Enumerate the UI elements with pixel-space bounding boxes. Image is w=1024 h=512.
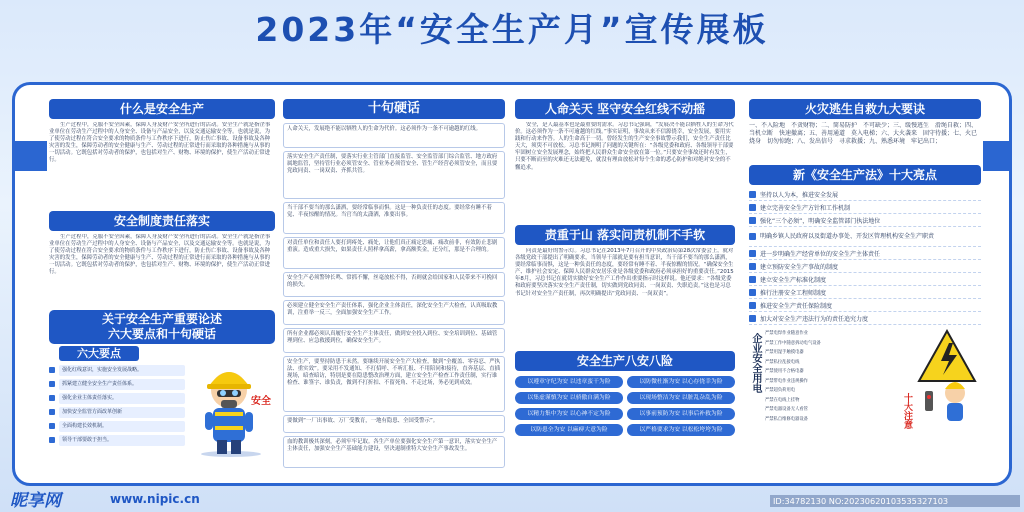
- law-highlight-item: 建立预防安全生产事故的制度: [749, 260, 981, 273]
- ten-words-item: 要做到“一厂出事故、万厂受教育，一地有隐患、全国受警示”。: [283, 415, 505, 433]
- vertical-title-electricity: 企业安全用电: [750, 333, 761, 393]
- square-bullet-icon: [49, 381, 55, 387]
- deco-band-right: [983, 141, 1012, 171]
- column-4: [749, 85, 981, 449]
- electricity-rule: 严禁电器设备无人看管: [765, 407, 808, 412]
- footer-id: ID:34782130 NO:20230620103535327103: [770, 495, 1020, 507]
- law-highlight-item: 强化“三个必须”，明确安全监管部门执法地位: [749, 214, 981, 227]
- eight-safety-pill: 以遵章守纪为安 以违章蛮干为险: [515, 376, 623, 388]
- square-bullet-icon: [749, 302, 756, 309]
- discourse-title-line1: 关于安全生产重要论述: [101, 312, 222, 326]
- square-bullet-icon: [749, 263, 756, 270]
- section-text-accountability: 问责是最好的警示灯。习总书记在2013年7月召开的中央政治局第28次常委会上，就对各级党政干部提出了明确要求，当领导干部就是要有担当意识，当干部不要当的那么潇洒，要经常临事而惧，这是一种负责任的态度，要经常有睡不着、半夜惊醒的情况。“确保安全生产、维护社会安定、保障人民群众安居乐业是各级党委和政府必须承担好的重要责任。”2015年8月，习总书记在就切实做好安全生产工作作出重要指示时这样说。他还要求：“各级党委和政府要坚决落实安全生产责任制，切实做到党政同责、一岗双责、失职追责。”这也是习总书记针对安全生产责任制，再次明确提出“党政同责、一岗双责”。: [515, 248, 734, 297]
- section-title-responsibility: 安全制度责任落实: [49, 211, 275, 231]
- section-text-fire-escape: 一、不入险地 不贪财物；二、简易防护 不可缺少；三、缓慢逃生 滑绳自救；四、当机立断 快速撤离；五、善用通道 莫入电梯；六、大火袭来 固守待援；七、火已烧身 切勿惊跑；八、发出信号 寻求救援；九、熟悉环境 牢记出口；: [749, 122, 978, 145]
- section-title-eight-safety: 安全生产八安八险: [515, 351, 735, 371]
- ten-words-item: 必须建立健全安全生产责任体系，强化企业主体责任，深化安全生产大检查，认真吸取教训，注重举一反三，全面加强安全生产工作。: [283, 300, 505, 325]
- point-item: 领导干部要敢于担当。: [49, 434, 185, 446]
- page-title: 2023年“安全生产月”宣传展板: [255, 10, 769, 49]
- section-title-law-highlights: 新《安全生产法》十大亮点: [749, 165, 981, 185]
- square-bullet-icon: [749, 191, 756, 198]
- ten-words-item: 血的教训极其深刻，必须牢牢记取。各生产单位要强化安全生产第一意识，落实安全生产主体责任，加强安全生产基础能力建设，坚决遏制重特大安全生产事故发生。: [283, 436, 505, 468]
- footer-logo: 昵享网: [10, 491, 61, 511]
- electricity-rule: 严禁工作中随意拆动电气设备: [765, 340, 821, 346]
- square-bullet-icon: [49, 437, 55, 443]
- electricity-rules-list: [765, 329, 899, 424]
- eight-safety-pill: 以现场整洁为安 以脏乱杂乱为险: [627, 392, 735, 404]
- electricity-safety-area: [749, 329, 981, 449]
- electricity-rule: 严禁在电线上挂物: [765, 397, 800, 403]
- electricity-rule: 严禁使用不合格电器: [765, 369, 804, 374]
- law-highlight-item: 推进安全生产责任保险制度: [749, 299, 981, 312]
- ten-words-item: 安全生产，要坚持防患于未然。要继续开展安全生产大检查，做到“全覆盖、零容忍、严执法、重实效”。要采用不发通知、不打招呼、不听汇报、不用陪同和接待，直奔基层、直插现场，暗查暗访，特别是要在隐患整改治理方面，建立安全生产检查工作责任制，实行谁检查、谁签字、谁负责，做到不打折扣、不留死角、不走过场，务必见到成效。: [283, 356, 505, 412]
- ten-words-item: 落实安全生产责任制，要落实行业主管部门直接监管、安全监管部门综合监管、地方政府属地监管，坚持管行业必须管安全、管业务必须管安全、管生产经营必须管安全，而且要党政同责、一岗双责、齐抓共管。: [283, 151, 505, 199]
- point-item: 全面构建长效机制。: [49, 420, 185, 432]
- eight-safety-pill: 以精力集中为安 以心神不定为险: [515, 408, 623, 420]
- ten-words-item: 对责任单位和责任人要打到疼处、痛处，让他们真正痛定思痛、痛改前非，有效防止悲剧重演。造成重大损失，如果责任人照样拿高薪，拿高额奖金，还分红，那是不合理的。: [283, 237, 505, 269]
- square-bullet-icon: [49, 409, 55, 415]
- electricity-rule: 严禁电焊作业随意作业: [765, 331, 808, 336]
- eight-safety-grid: [515, 376, 735, 436]
- column-3: [515, 85, 735, 436]
- section-title-fire-escape: 火灾逃生自救九大要诀: [749, 99, 981, 119]
- safety-tag: 安全: [251, 396, 271, 407]
- law-highlight-item: 进一步明确生产经营单位的安全生产主体责任: [749, 247, 981, 260]
- law-highlight-item: 加大对安全生产违法行为的责任追究力度: [749, 312, 981, 325]
- law-highlight-item: 建立完善安全生产方针和工作机制: [749, 201, 981, 214]
- section-title-discourse: [49, 310, 275, 344]
- vertical-title-ten-notes: 十大注意: [902, 393, 912, 429]
- square-bullet-icon: [49, 423, 55, 429]
- ten-words-item: 所有企业都必须认真履行安全生产主体责任，做到安全投入到位、安全培训到位、基础管理到位、应急救援到位，确保安全生产。: [283, 328, 505, 353]
- section-title-red-line: 人命关天 坚守安全红线不动摇: [515, 99, 735, 119]
- point-item: 加快安全监管方面改革创新: [49, 406, 185, 418]
- law-highlight-item: 明确乡镇人民政府以及街道办事处、开发区管理机构安全生产职责: [749, 227, 981, 247]
- square-bullet-icon: [49, 395, 55, 401]
- column-1: [49, 85, 275, 458]
- section-text-what-is-safety: 生产过程中，克服不安全因素，保障人身及财产安全所进行的活动。安全生产就是指企事业单位在劳动生产过程中的人身安全、设备与产品安全，以及交通运输安全等。也就是说，为了使劳动过程在符合安全要求的物质条件与工作秩序下进行，防止伤亡事故、设备事故及各种灾害的发生，保障劳动者的安全健康与生产、劳动过程的正常进行而采取的各种措施与从事的一切活动。它既包括对劳动者的保护，也包括对生产、财物、环境的保护，使生产活动正常进行。: [49, 122, 271, 164]
- ten-words-item: 安全生产必须警钟长鸣、常抓不懈，丝毫放松不得，否则就会给国家和人民带来不可挽回的损失。: [283, 272, 505, 297]
- electric-shock-worker-icon: [917, 329, 979, 425]
- square-bullet-icon: [749, 250, 756, 257]
- electricity-rule: 严禁私拉乱接电线: [765, 359, 800, 365]
- footer-url: www.nipic.cn: [110, 492, 200, 506]
- law-highlight-item: 坚持以人为本，推进安全发展: [749, 188, 981, 201]
- point-item: 强化企业主体责任落实。: [49, 392, 185, 404]
- six-points-title: 六大要点: [59, 346, 139, 361]
- section-text-responsibility: 生产过程中，克服不安全因素，保障人身及财产安全所进行的活动。安全生产就是指企事业单位在劳动生产过程中的人身安全、设备与产品安全，以及交通运输安全等。也就是说，为了使劳动过程在符合安全要求的物质条件与工作秩序下进行，防止伤亡事故、设备事故及各种灾害的发生，保障劳动者的安全健康与生产、劳动过程的正常进行而采取的各种措施与从事的一切活动。它既包括对劳动者的保护，也包括对生产、财物、环境的保护，使生产活动正常进行。: [49, 234, 271, 276]
- square-bullet-icon: [749, 204, 756, 211]
- display-board: [12, 82, 1012, 486]
- square-bullet-icon: [49, 367, 55, 373]
- six-points-list: [49, 364, 185, 448]
- electricity-rule: 严禁私自维修电器设备: [765, 416, 808, 422]
- ten-words-item: 当干部不要当的那么潇洒，要经常临事而惧。这是一种负责任的态度。要经常有睡不着觉、半夜惊醒的情况。当官当的太潇洒，准要出事。: [283, 202, 505, 234]
- eight-safety-pill: 以防微杜渐为安 以心存侥幸为险: [627, 376, 735, 388]
- point-item: 强化红线意识，实施安全发展战略。: [49, 364, 185, 376]
- electricity-rule: 严禁超负荷用电: [765, 388, 796, 393]
- square-bullet-icon: [749, 233, 756, 240]
- section-title-what-is-safety: 什么是安全生产: [49, 99, 275, 119]
- column-2: [283, 85, 505, 468]
- six-points-area: [49, 346, 275, 458]
- law-highlights-list: [749, 188, 981, 325]
- section-title-ten-words: 十句硬话: [283, 99, 505, 119]
- footer-bar: [0, 490, 1024, 512]
- square-bullet-icon: [749, 289, 756, 296]
- deco-band-left: [15, 141, 47, 171]
- eight-safety-pill: 以严格要求为安 以松松垮垮为险: [627, 424, 735, 436]
- square-bullet-icon: [749, 217, 756, 224]
- point-item: 抓紧建立健全安全生产责任体系。: [49, 378, 185, 390]
- law-highlight-item: 建立安全生产标准化制度: [749, 273, 981, 286]
- eight-safety-pill: 以防患全为安 以麻痹大意为险: [515, 424, 623, 436]
- electricity-rule: 严禁带电作业违规操作: [765, 378, 808, 384]
- law-highlight-item: 推行注册安全工程师制度: [749, 286, 981, 299]
- section-title-accountability: 责重于山 落实问责机制不手软: [515, 225, 735, 245]
- eight-safety-pill: 以事前预防为安 以事后补救为险: [627, 408, 735, 420]
- eight-safety-pill: 以集虚谨慎为安 以骄傲自满为险: [515, 392, 623, 404]
- section-text-red-line: 安全，是人最基本也是最重要的需求。习总书记强调，“发展决不能以牺牲人的生命为代价。这必须作为一条不可逾越的红线。”事实证明，事故从来不信源侥幸，安全发展，要用实践和行动来作答。人的生命高于一切。曾经发生的生产安全事故警示我们，安全生产责任比天大，须臾不可放松。习总书记阐明了问题的关键所在：“各级党委和政府、各级领导干部要牢固树立安全发展理念，始终把人民群众生命安全放在第一位。”只要安全事故还时有发生，只要不断而至的灾难还无法避免，就没有理由放松对每个生命的悉心防护和对绝对安全的不懈追求。: [515, 122, 734, 171]
- discourse-title-line2: 六大要点和十句硬话: [107, 327, 216, 341]
- square-bullet-icon: [749, 276, 756, 283]
- ten-words-item: 人命关天，发展绝不能以牺牲人的生命为代价。这必须作为一条不可逾越的红线。: [283, 123, 505, 148]
- square-bullet-icon: [749, 315, 756, 322]
- electricity-rule: 严禁用湿手触摸电器: [765, 350, 804, 355]
